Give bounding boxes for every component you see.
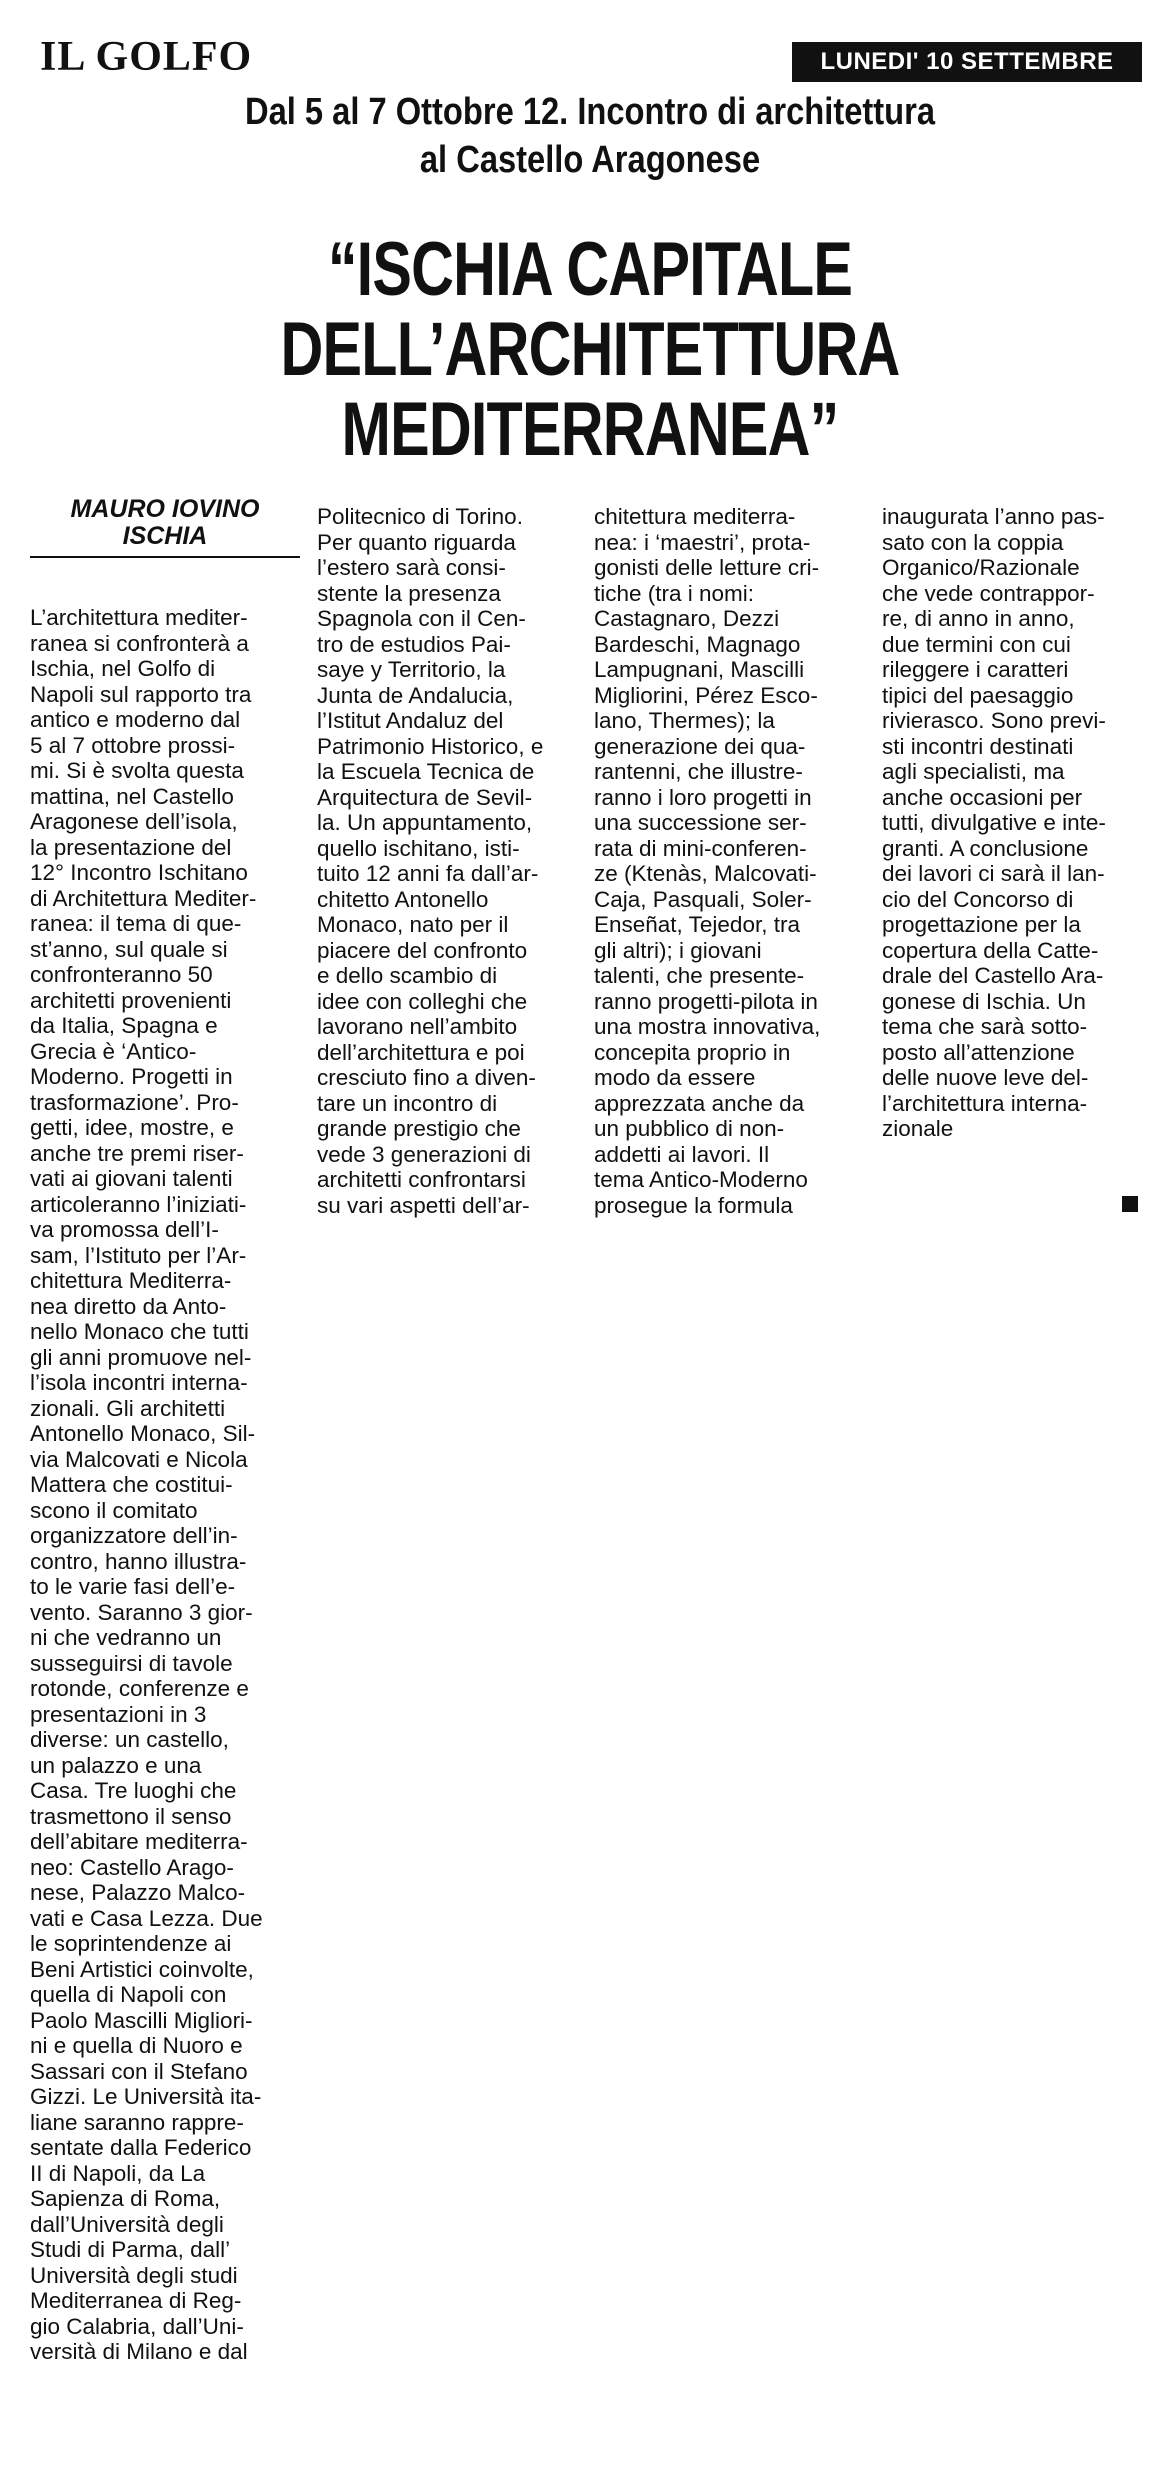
newspaper-logo: IL GOLFO: [40, 34, 253, 80]
byline-divider: [30, 556, 300, 558]
article-column-4: [882, 504, 1152, 1142]
article-headline: “ISCHIA CAPITALE DELL’ARCHITETTURA MEDITERRANEA”: [280, 227, 900, 472]
byline-author: MAURO IOVINO: [70, 495, 260, 523]
article-kicker: Dal 5 al 7 Ottobre 12. Incontro di architettura al Castello Aragonese: [244, 91, 936, 181]
end-of-article-mark: [1122, 1196, 1138, 1212]
article-column-3: [594, 504, 864, 1218]
column-text: chitettura mediterra- nea: i ‘maestri’, prota- gonisti delle letture cri- tiche (tra i nomi: Castagnaro, Dezzi Bardeschi, Magnago Lampugnani, Mascilli Migliorini, Pérez Esco- lano, Thermes); la generazione dei qua- rantenni, che illustre- ranno i loro progetti in una successione ser- rata di mini-conferen- ze (Ktenàs, Malcovati- Caja, Pasquali, Soler- Enseñat, Tejedor, tra gli altri); i giovani talenti, che presente- ranno progetti-pilota in una mostra innovativa, concepita proprio in modo da essere apprezzata anche da un pubblico di non- addetti ai lavori. Il tema Antico-Moderno prosegue la formula: [594, 504, 821, 1218]
column-text: inaugurata l’anno pas- sato con la coppia Organico/Razionale che vede contrappor- re, di anno in anno, due termini con cui rileggere i caratteri tipici del paesaggio rivierasco. Sono previ- sti incontri destinati agli specialisti, ma anche occasioni per tutti, divulgative e inte- granti. A conclusione dei lavori ci sarà il lan- cio del Concorso di progettazione per la copertura della Catte- drale del Castello Ara- gonese di Ischia. Un tema che sarà sotto- posto all’attenzione delle nuove leve del- l’architettura interna- zionale: [882, 504, 1106, 1141]
column-text: L’architettura mediter- ranea si confronterà a Ischia, nel Golfo di Napoli sul rapporto tra antico e moderno dal 5 al 7 ottobre prossi- mi. Si è svolta questa mattina, nel Castello Aragonese dell’isola, la presentazione del 12° Incontro Ischitano di Architettura Mediter- ranea: il tema di que- st’anno, sul quale si confronteranno 50 architetti provenienti da Italia, Spagna e Grecia è ‘Antico- Moderno. Progetti in trasformazione’. Pro- getti, idee, mostre, e anche tre premi riser- vati ai giovani talenti articoleranno l’iniziati- va promossa dell’I- sam, l’Istituto per l’Ar- chitettura Mediterra- nea diretto da Anto- nello Monaco che tutti gli anni promuove nel- l’isola incontri interna- zionali. Gli architetti Antonello Monaco, Sil- via Malcovati e Nicola Mattera che costitui- scono il comitato organizzatore dell’in- contro, hanno illustra- to le varie fasi dell’e- vento. Saranno 3 gior- ni che vedranno un susseguirsi di tavole rotonde, conferenze e presentazioni in 3 diverse: un castello, un palazzo e una Casa. Tre luoghi che trasmettono il senso dell’abitare mediterra- neo: Castello Arago- nese, Palazzo Malco- vati e Casa Lezza. Due le soprintendenze ai Beni Artistici coinvolte, quella di Napoli con Paolo Mascilli Migliori- ni e quella di Nuoro e Sassari con il Stefano Gizzi. Le Università ita- liane saranno rappre- sentate dalla Federico II di Napoli, da La Sapienza di Roma, dall’Università degli Studi di Parma, dall’ Università degli studi Mediterranea di Reg- gio Calabria, dall’Uni- versità di Milano e dal: [30, 605, 263, 2364]
byline-place: ISCHIA: [122, 522, 208, 550]
article-column-1: [30, 605, 310, 2365]
article-column-2: [317, 504, 587, 1218]
byline: [30, 496, 300, 550]
column-text: Politecnico di Torino. Per quanto riguarda l’estero sarà consi- stente la presenza Spagnola con il Cen- tro de estudios Pai- saye y Territorio, la Junta de Andalucia, l’Istitut Andaluz del Patrimonio Historico, e la Escuela Tecnica de Arquitectura de Sevil- la. Un appuntamento, quello ischitano, isti- tuito 12 anni fa dall’ar- chitetto Antonello Monaco, nato per il piacere del confronto e dello scambio di idee con colleghi che lavorano nell’ambito dell’architettura e poi cresciuto fino a diven- tare un incontro di grande prestigio che vede 3 generazioni di architetti confrontarsi su vari aspetti dell’ar-: [317, 504, 544, 1218]
date-banner: LUNEDI' 10 SETTEMBRE 2007: [792, 42, 1142, 82]
